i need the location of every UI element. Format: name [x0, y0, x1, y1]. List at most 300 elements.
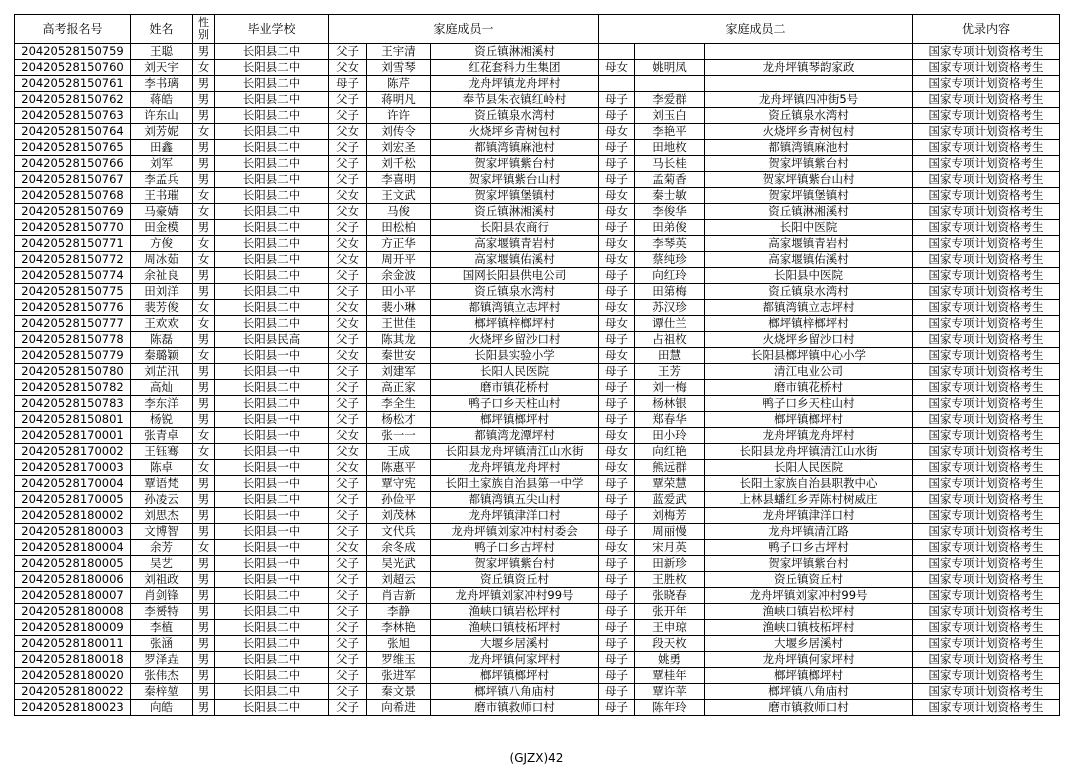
table-row — [15, 540, 1060, 556]
gender-cell: 女 — [193, 316, 215, 332]
relation2-cell: 母女 — [599, 428, 635, 444]
name-cell: 刘天宇 — [131, 60, 193, 76]
member1-name-cell: 方正华 — [367, 236, 431, 252]
relation1-cell: 父子 — [329, 284, 367, 300]
gender-cell: 男 — [193, 396, 215, 412]
exam-id-cell: 20420528180022 — [15, 684, 131, 700]
relation1-cell: 父女 — [329, 316, 367, 332]
gender-cell: 男 — [193, 492, 215, 508]
member2-workplace-cell: 贺家坪镇紫台村 — [705, 556, 913, 572]
member1-name-cell: 刘超云 — [367, 572, 431, 588]
member1-workplace-cell: 榔坪镇榔坪村 — [431, 668, 599, 684]
member2-name-cell: 王芳 — [635, 364, 705, 380]
member1-name-cell: 刘雪琴 — [367, 60, 431, 76]
member2-workplace-cell: 龙舟坪镇刘家冲村99号 — [705, 588, 913, 604]
table-row — [15, 44, 1060, 60]
school-cell: 长阳县一中 — [215, 428, 329, 444]
member2-name-cell: 覃荣慧 — [635, 476, 705, 492]
admission-cell: 国家专项计划资格考生 — [913, 348, 1060, 364]
exam-id-cell: 20420528150771 — [15, 236, 131, 252]
relation2-cell: 母子 — [599, 380, 635, 396]
admission-cell: 国家专项计划资格考生 — [913, 508, 1060, 524]
member2-workplace-cell: 高家堰镇青岩村 — [705, 236, 913, 252]
gender-cell: 男 — [193, 332, 215, 348]
member1-workplace-cell: 贺家坪镇紫台山村 — [431, 172, 599, 188]
school-cell: 长阳县二中 — [215, 76, 329, 92]
member2-workplace-cell — [705, 76, 913, 92]
member1-name-cell: 秦世安 — [367, 348, 431, 364]
name-cell: 王聪 — [131, 44, 193, 60]
relation1-cell: 父子 — [329, 604, 367, 620]
relation1-cell: 父子 — [329, 396, 367, 412]
header-family-member-1: 家庭成员一 — [329, 15, 599, 44]
gender-cell: 女 — [193, 204, 215, 220]
relation1-cell: 父子 — [329, 156, 367, 172]
relation2-cell: 母子 — [599, 268, 635, 284]
relation2-cell: 母子 — [599, 620, 635, 636]
name-cell: 田鑫 — [131, 140, 193, 156]
member2-name-cell: 段天枚 — [635, 636, 705, 652]
exam-id-cell: 20420528150764 — [15, 124, 131, 140]
admission-roster-table — [14, 14, 1060, 716]
member2-workplace-cell: 贺家坪镇紫台村 — [705, 156, 913, 172]
gender-cell: 女 — [193, 60, 215, 76]
gender-cell: 男 — [193, 364, 215, 380]
member1-workplace-cell: 龙舟坪镇龙舟坪村 — [431, 460, 599, 476]
name-cell: 王书璀 — [131, 188, 193, 204]
relation2-cell: 母子 — [599, 492, 635, 508]
member2-workplace-cell: 贺家坪镇堡镇村 — [705, 188, 913, 204]
gender-cell: 男 — [193, 220, 215, 236]
member2-workplace-cell: 渔峡口镇枝柘坪村 — [705, 620, 913, 636]
admission-cell: 国家专项计划资格考生 — [913, 412, 1060, 428]
member2-name-cell: 孟菊香 — [635, 172, 705, 188]
admission-cell: 国家专项计划资格考生 — [913, 396, 1060, 412]
admission-cell: 国家专项计划资格考生 — [913, 236, 1060, 252]
school-cell: 长阳县二中 — [215, 108, 329, 124]
member1-name-cell: 李静 — [367, 604, 431, 620]
gender-cell: 男 — [193, 700, 215, 716]
exam-id-cell: 20420528150770 — [15, 220, 131, 236]
relation1-cell: 父子 — [329, 492, 367, 508]
admission-cell: 国家专项计划资格考生 — [913, 668, 1060, 684]
exam-id-cell: 20420528150761 — [15, 76, 131, 92]
school-cell: 长阳县二中 — [215, 156, 329, 172]
member2-name-cell: 姚明凤 — [635, 60, 705, 76]
member1-workplace-cell: 磨市镇花桥村 — [431, 380, 599, 396]
gender-cell: 女 — [193, 444, 215, 460]
exam-id-cell: 20420528180009 — [15, 620, 131, 636]
member1-workplace-cell: 都镇湾镇麻池村 — [431, 140, 599, 156]
school-cell: 长阳县一中 — [215, 540, 329, 556]
relation1-cell: 父子 — [329, 44, 367, 60]
exam-id-cell: 20420528150774 — [15, 268, 131, 284]
member1-name-cell: 肖吉新 — [367, 588, 431, 604]
member1-name-cell: 刘建军 — [367, 364, 431, 380]
relation2-cell — [599, 44, 635, 60]
relation2-cell: 母女 — [599, 316, 635, 332]
relation1-cell: 父子 — [329, 140, 367, 156]
admission-cell: 国家专项计划资格考生 — [913, 476, 1060, 492]
school-cell: 长阳县一中 — [215, 508, 329, 524]
school-cell: 长阳县一中 — [215, 364, 329, 380]
gender-cell: 男 — [193, 684, 215, 700]
relation1-cell: 父子 — [329, 412, 367, 428]
member1-workplace-cell: 榔坪镇梓榔坪村 — [431, 316, 599, 332]
relation2-cell: 母子 — [599, 652, 635, 668]
member2-name-cell: 田小玲 — [635, 428, 705, 444]
member2-workplace-cell: 龙舟坪镇四冲街5号 — [705, 92, 913, 108]
gender-cell: 女 — [193, 188, 215, 204]
member2-workplace-cell: 龙舟坪镇龙舟坪村 — [705, 428, 913, 444]
member1-workplace-cell: 资丘镇泉水湾村 — [431, 108, 599, 124]
exam-id-cell: 20420528180007 — [15, 588, 131, 604]
table-row — [15, 76, 1060, 92]
name-cell: 田刘洋 — [131, 284, 193, 300]
exam-id-cell: 20420528150783 — [15, 396, 131, 412]
table-row — [15, 428, 1060, 444]
relation1-cell: 父子 — [329, 508, 367, 524]
gender-cell: 男 — [193, 588, 215, 604]
admission-cell: 国家专项计划资格考生 — [913, 540, 1060, 556]
gender-cell: 男 — [193, 380, 215, 396]
relation1-cell: 父子 — [329, 220, 367, 236]
admission-cell: 国家专项计划资格考生 — [913, 620, 1060, 636]
member2-workplace-cell: 资丘镇淋湘溪村 — [705, 204, 913, 220]
member2-workplace-cell: 贺家坪镇紫台山村 — [705, 172, 913, 188]
member1-workplace-cell: 都镇湾镇立志坪村 — [431, 300, 599, 316]
relation1-cell: 父子 — [329, 700, 367, 716]
relation2-cell: 母子 — [599, 364, 635, 380]
member2-workplace-cell — [705, 44, 913, 60]
relation1-cell: 父女 — [329, 124, 367, 140]
member2-name-cell: 马长桂 — [635, 156, 705, 172]
school-cell: 长阳县二中 — [215, 636, 329, 652]
table-row — [15, 140, 1060, 156]
school-cell: 长阳县二中 — [215, 188, 329, 204]
exam-id-cell: 20420528180004 — [15, 540, 131, 556]
exam-id-cell: 20420528150779 — [15, 348, 131, 364]
relation2-cell: 母女 — [599, 444, 635, 460]
school-cell: 长阳县二中 — [215, 700, 329, 716]
name-cell: 刘祖政 — [131, 572, 193, 588]
member2-name-cell: 张晓春 — [635, 588, 705, 604]
table-row — [15, 572, 1060, 588]
name-cell: 刘芷汛 — [131, 364, 193, 380]
exam-id-cell: 20420528150777 — [15, 316, 131, 332]
school-cell: 长阳县二中 — [215, 492, 329, 508]
member1-name-cell: 向希进 — [367, 700, 431, 716]
exam-id-cell: 20420528150776 — [15, 300, 131, 316]
member1-workplace-cell: 都镇湾龙潭坪村 — [431, 428, 599, 444]
member2-workplace-cell: 鸭子口乡古坪村 — [705, 540, 913, 556]
member1-workplace-cell: 鸭子口乡天柱山村 — [431, 396, 599, 412]
school-cell: 长阳县二中 — [215, 620, 329, 636]
member1-name-cell: 田小平 — [367, 284, 431, 300]
member2-workplace-cell: 长阳县榔坪镇中心小学 — [705, 348, 913, 364]
admission-cell: 国家专项计划资格考生 — [913, 204, 1060, 220]
table-row — [15, 268, 1060, 284]
member2-workplace-cell: 清江电业公司 — [705, 364, 913, 380]
table-row — [15, 332, 1060, 348]
relation2-cell: 母女 — [599, 300, 635, 316]
school-cell: 长阳县二中 — [215, 652, 329, 668]
gender-cell: 女 — [193, 252, 215, 268]
member1-name-cell: 刘茂林 — [367, 508, 431, 524]
exam-id-cell: 20420528150765 — [15, 140, 131, 156]
exam-id-cell: 20420528150782 — [15, 380, 131, 396]
exam-id-cell: 20420528180008 — [15, 604, 131, 620]
table-row — [15, 620, 1060, 636]
table-row — [15, 204, 1060, 220]
header-family-member-2: 家庭成员二 — [599, 15, 913, 44]
member1-workplace-cell: 贺家坪镇紫台村 — [431, 156, 599, 172]
admission-cell: 国家专项计划资格考生 — [913, 524, 1060, 540]
admission-cell: 国家专项计划资格考生 — [913, 588, 1060, 604]
admission-cell: 国家专项计划资格考生 — [913, 492, 1060, 508]
relation1-cell: 父子 — [329, 636, 367, 652]
member2-name-cell: 杨林银 — [635, 396, 705, 412]
exam-id-cell: 20420528180018 — [15, 652, 131, 668]
name-cell: 王欢欢 — [131, 316, 193, 332]
relation2-cell: 母子 — [599, 108, 635, 124]
school-cell: 长阳县二中 — [215, 236, 329, 252]
relation2-cell: 母子 — [599, 588, 635, 604]
name-cell: 李东洋 — [131, 396, 193, 412]
relation1-cell: 父子 — [329, 652, 367, 668]
admission-cell: 国家专项计划资格考生 — [913, 268, 1060, 284]
gender-cell: 男 — [193, 668, 215, 684]
member1-workplace-cell: 龙舟坪镇刘家冲村村委会 — [431, 524, 599, 540]
admission-cell: 国家专项计划资格考生 — [913, 636, 1060, 652]
relation1-cell: 父子 — [329, 332, 367, 348]
table-row — [15, 300, 1060, 316]
name-cell: 吴艺 — [131, 556, 193, 572]
gender-cell: 男 — [193, 476, 215, 492]
exam-id-cell: 20420528150775 — [15, 284, 131, 300]
member2-workplace-cell: 火烧坪乡青树包村 — [705, 124, 913, 140]
relation1-cell: 父子 — [329, 556, 367, 572]
member1-workplace-cell: 长阳人民医院 — [431, 364, 599, 380]
name-cell: 文博智 — [131, 524, 193, 540]
name-cell: 覃语梵 — [131, 476, 193, 492]
gender-cell: 女 — [193, 428, 215, 444]
admission-cell: 国家专项计划资格考生 — [913, 172, 1060, 188]
member1-name-cell: 刘传令 — [367, 124, 431, 140]
member2-workplace-cell: 鸭子口乡天柱山村 — [705, 396, 913, 412]
table-row — [15, 588, 1060, 604]
exam-id-cell: 20420528170002 — [15, 444, 131, 460]
member2-name-cell: 田地枚 — [635, 140, 705, 156]
member2-name-cell: 覃桂年 — [635, 668, 705, 684]
name-cell: 秦璐颖 — [131, 348, 193, 364]
member2-name-cell: 苏汉珍 — [635, 300, 705, 316]
table-row — [15, 652, 1060, 668]
name-cell: 李赟特 — [131, 604, 193, 620]
member2-name-cell: 张开年 — [635, 604, 705, 620]
relation1-cell: 父子 — [329, 620, 367, 636]
admission-cell: 国家专项计划资格考生 — [913, 460, 1060, 476]
table-row — [15, 316, 1060, 332]
gender-cell: 男 — [193, 572, 215, 588]
relation1-cell: 父女 — [329, 460, 367, 476]
table-row — [15, 396, 1060, 412]
roster-body — [15, 44, 1060, 716]
exam-id-cell: 20420528180006 — [15, 572, 131, 588]
table-row — [15, 700, 1060, 716]
member1-workplace-cell: 渔峡口镇岩松坪村 — [431, 604, 599, 620]
relation2-cell: 母子 — [599, 700, 635, 716]
name-cell: 周冰茹 — [131, 252, 193, 268]
member2-name-cell: 蓝爱武 — [635, 492, 705, 508]
school-cell: 长阳县二中 — [215, 252, 329, 268]
member2-workplace-cell: 大堰乡居溪村 — [705, 636, 913, 652]
member1-name-cell: 覃守宪 — [367, 476, 431, 492]
admission-cell: 国家专项计划资格考生 — [913, 76, 1060, 92]
member2-name-cell: 王申琼 — [635, 620, 705, 636]
school-cell: 长阳县二中 — [215, 668, 329, 684]
relation2-cell: 母子 — [599, 332, 635, 348]
table-row — [15, 508, 1060, 524]
admission-cell: 国家专项计划资格考生 — [913, 684, 1060, 700]
admission-cell: 国家专项计划资格考生 — [913, 444, 1060, 460]
member1-workplace-cell: 高家堰镇佑溪村 — [431, 252, 599, 268]
member1-name-cell: 陈芹 — [367, 76, 431, 92]
member2-name-cell: 王胜枚 — [635, 572, 705, 588]
member1-workplace-cell: 大堰乡居溪村 — [431, 636, 599, 652]
member1-name-cell: 李林艳 — [367, 620, 431, 636]
name-cell: 蒋皓 — [131, 92, 193, 108]
relation2-cell: 母女 — [599, 540, 635, 556]
name-cell: 张伟杰 — [131, 668, 193, 684]
member1-name-cell: 孙俭平 — [367, 492, 431, 508]
member2-name-cell: 李艳平 — [635, 124, 705, 140]
name-cell: 陈磊 — [131, 332, 193, 348]
relation2-cell: 母子 — [599, 604, 635, 620]
member1-name-cell: 王成 — [367, 444, 431, 460]
name-cell: 刘芳妮 — [131, 124, 193, 140]
table-row — [15, 124, 1060, 140]
relation1-cell: 父女 — [329, 540, 367, 556]
member2-name-cell: 向红艳 — [635, 444, 705, 460]
exam-id-cell: 20420528180003 — [15, 524, 131, 540]
gender-cell: 男 — [193, 652, 215, 668]
school-cell: 长阳县二中 — [215, 60, 329, 76]
relation2-cell: 母女 — [599, 60, 635, 76]
gender-cell: 男 — [193, 620, 215, 636]
member2-name-cell: 占祖枚 — [635, 332, 705, 348]
table-row — [15, 220, 1060, 236]
member1-name-cell: 李全生 — [367, 396, 431, 412]
member2-workplace-cell: 磨市镇救师口村 — [705, 700, 913, 716]
member1-name-cell: 蒋明凡 — [367, 92, 431, 108]
member2-workplace-cell: 资丘镇泉水湾村 — [705, 108, 913, 124]
member1-workplace-cell: 长阳土家族自治县第一中学 — [431, 476, 599, 492]
name-cell: 刘思杰 — [131, 508, 193, 524]
school-cell: 长阳县二中 — [215, 588, 329, 604]
table-row — [15, 60, 1060, 76]
name-cell: 杨锐 — [131, 412, 193, 428]
member2-workplace-cell: 高家堰镇佑溪村 — [705, 252, 913, 268]
relation2-cell: 母子 — [599, 556, 635, 572]
member2-name-cell: 姚勇 — [635, 652, 705, 668]
school-cell: 长阳县一中 — [215, 476, 329, 492]
gender-cell: 男 — [193, 44, 215, 60]
exam-id-cell: 20420528150772 — [15, 252, 131, 268]
name-cell: 余祉良 — [131, 268, 193, 284]
member1-name-cell: 张旭 — [367, 636, 431, 652]
table-row — [15, 92, 1060, 108]
school-cell: 长阳县二中 — [215, 124, 329, 140]
member2-name-cell: 蔡纯珍 — [635, 252, 705, 268]
relation1-cell: 父子 — [329, 684, 367, 700]
member1-workplace-cell: 榔坪镇八角庙村 — [431, 684, 599, 700]
relation1-cell: 父女 — [329, 300, 367, 316]
name-cell: 李植 — [131, 620, 193, 636]
member1-name-cell: 余金波 — [367, 268, 431, 284]
school-cell: 长阳县一中 — [215, 460, 329, 476]
table-row — [15, 252, 1060, 268]
table-row — [15, 380, 1060, 396]
admission-cell: 国家专项计划资格考生 — [913, 652, 1060, 668]
member2-name-cell: 田第梅 — [635, 284, 705, 300]
member1-name-cell: 吴光武 — [367, 556, 431, 572]
header-row — [15, 15, 1060, 44]
relation2-cell: 母子 — [599, 172, 635, 188]
member2-workplace-cell: 龙舟坪镇清江路 — [705, 524, 913, 540]
gender-cell: 男 — [193, 92, 215, 108]
admission-cell: 国家专项计划资格考生 — [913, 604, 1060, 620]
relation2-cell: 母女 — [599, 252, 635, 268]
admission-cell: 国家专项计划资格考生 — [913, 300, 1060, 316]
admission-cell: 国家专项计划资格考生 — [913, 60, 1060, 76]
admission-cell: 国家专项计划资格考生 — [913, 252, 1060, 268]
name-cell: 李书璃 — [131, 76, 193, 92]
relation2-cell: 母子 — [599, 284, 635, 300]
table-row — [15, 364, 1060, 380]
member2-name-cell: 田弟俊 — [635, 220, 705, 236]
member1-workplace-cell: 贺家坪镇紫台村 — [431, 556, 599, 572]
exam-id-cell: 20420528170001 — [15, 428, 131, 444]
relation1-cell: 父女 — [329, 188, 367, 204]
relation1-cell: 父女 — [329, 60, 367, 76]
member1-workplace-cell: 奉节县朱衣镇红岭村 — [431, 92, 599, 108]
member2-name-cell: 田新珍 — [635, 556, 705, 572]
admission-cell: 国家专项计划资格考生 — [913, 556, 1060, 572]
table-row — [15, 188, 1060, 204]
relation1-cell: 父女 — [329, 204, 367, 220]
member1-workplace-cell: 鸭子口乡古坪村 — [431, 540, 599, 556]
member2-name-cell: 向红玲 — [635, 268, 705, 284]
member2-name-cell: 刘梅芳 — [635, 508, 705, 524]
member2-workplace-cell: 都镇湾镇麻池村 — [705, 140, 913, 156]
member2-workplace-cell: 榔坪镇榔坪村 — [705, 668, 913, 684]
admission-cell: 国家专项计划资格考生 — [913, 92, 1060, 108]
admission-cell: 国家专项计划资格考生 — [913, 364, 1060, 380]
member1-name-cell: 余冬成 — [367, 540, 431, 556]
admission-cell: 国家专项计划资格考生 — [913, 220, 1060, 236]
member2-name-cell: 陈年玲 — [635, 700, 705, 716]
table-row — [15, 460, 1060, 476]
exam-id-cell: 20420528180005 — [15, 556, 131, 572]
name-cell: 孙凌云 — [131, 492, 193, 508]
member1-name-cell: 刘千松 — [367, 156, 431, 172]
admission-cell: 国家专项计划资格考生 — [913, 428, 1060, 444]
relation2-cell: 母子 — [599, 684, 635, 700]
member1-workplace-cell: 龙舟坪镇刘家冲村99号 — [431, 588, 599, 604]
relation1-cell: 父子 — [329, 380, 367, 396]
table-row — [15, 172, 1060, 188]
